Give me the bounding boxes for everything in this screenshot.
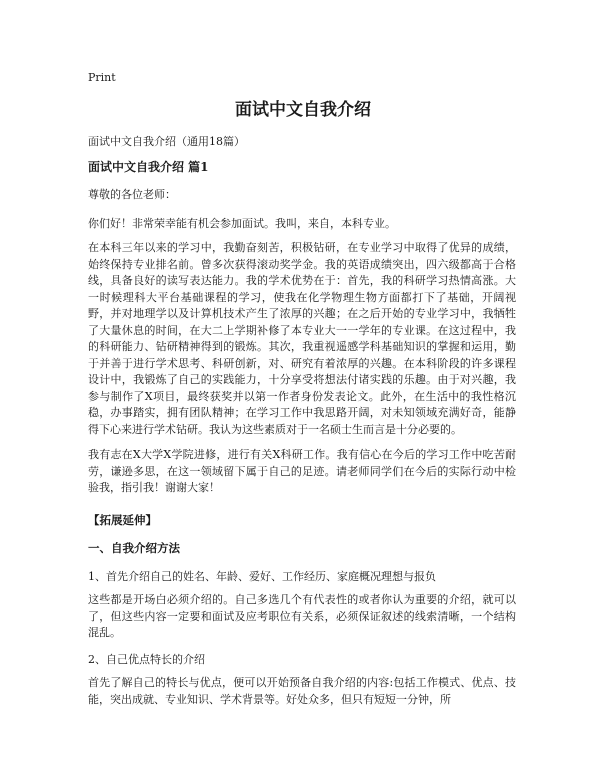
section-heading: 面试中文自我介绍 篇1: [88, 160, 209, 174]
list-item-2: 2、自己优点特长的介绍: [88, 653, 205, 666]
method-heading: 一、自我介绍方法: [88, 541, 180, 555]
extension-heading: 【拓展延伸】: [88, 513, 157, 527]
document-title: 面试中文自我介绍: [235, 100, 371, 120]
list-item-1-body: 这些都是开场白必须介绍的。自己多选几个有代表性的或者你认为重要的介绍，就可以了，但这些内容一定要和面试及应考职位有关系，必须保证叙述的线索清晰，一个结构混乱。: [88, 593, 516, 639]
list-item-1: 1、首先介绍自己的姓名、年龄、爱好、工作经历、家庭概况理想与报负: [88, 570, 436, 583]
greeting-text: 尊敬的各位老师：: [88, 188, 176, 201]
intro-text: 你们好！非常荣幸能有机会参加面试。我叫，来自，本科专业。: [88, 217, 396, 230]
document-subtitle: 面试中文自我介绍（通用18篇）: [88, 135, 245, 148]
body-paragraph: 在本科三年以来的学习中，我勤奋刻苦，积极钻研，在专业学习中取得了优异的成绩，始终保持专业排名前。曾多次获得滚动奖学金。我的英语成绩突出，四六级都高于合格线，具备良好的读写表达能力。我的学术优势在于：首先，我的科研学习热情高涨。大一时候理科大平台基础课程的学习，使我在化学物理生物方面都打下了基础，开阔视野，并对地理学以及计算机技术产生了浓厚的兴趣；在之后开始的专业学习中，我牺牲了大量休息的时间，在大二上学期补修了本专业大一一学年的专业课。在这过程中，我的科研能力、钻研精神得到的锻炼。其次，我重视遥感学科基础知识的掌握和运用，勤于并善于进行学术思考、科研创新，对、研究有着浓厚的兴趣。在本科阶段的许多课程设计中，我锻炼了自己的实践能力，十分享受将想法付诸实践的乐趣。由于对兴趣，我参与制作了X项目，最终获奖并以第一作者身份发表论文。此外，在生活中的我性格沉稳，办事踏实，拥有团队精神；在学习工作中我思路开阔，对未知领域充满好奇，能静得下心来进行学术钻研。我认为这些素质对于一名硕士生而言是十分必要的。: [88, 241, 516, 436]
print-label: Print: [88, 71, 116, 84]
closing-paragraph: 我有志在X大学X学院进修，进行有关X科研工作。我有信心在今后的学习工作中吃苦耐劳，谦逊多思，在这一领域留下属于自己的足迹。请老师同学们在今后的实际行动中检验我，指引我！谢谢大家！: [88, 448, 516, 494]
list-item-2-body: 首先了解自己的特长与优点，便可以开始预备自我介绍的内容:包括工作模式、优点、技能，突出成就、专业知识、学术背景等。好处众多，但只有短短一分钟，所: [88, 676, 517, 706]
